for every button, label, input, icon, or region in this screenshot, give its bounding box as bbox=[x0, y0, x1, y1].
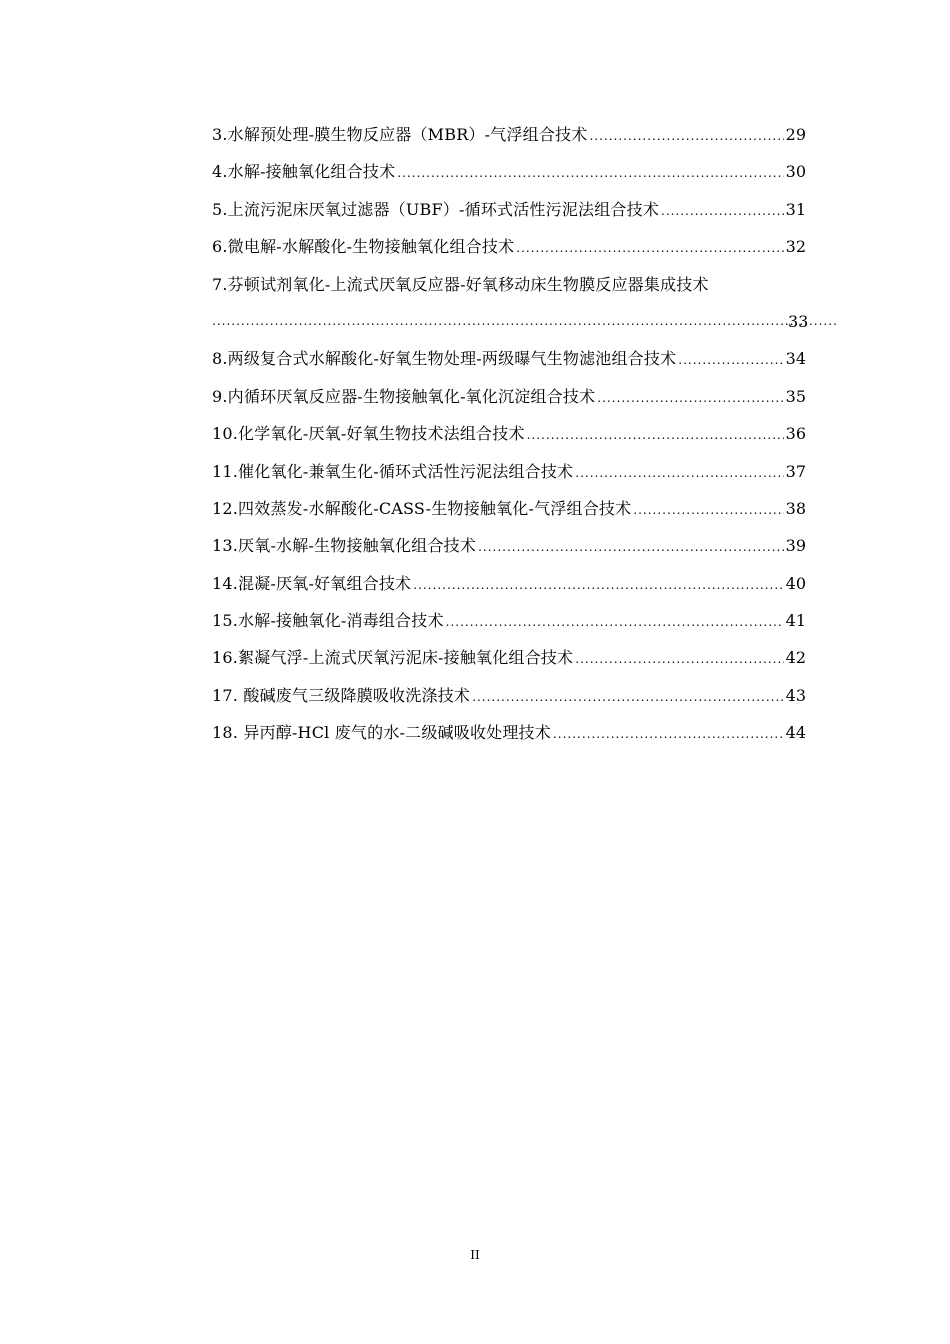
toc-entry-page: 37 bbox=[785, 461, 806, 481]
toc-entry-title: 10.化学氧化-厌氧-好氧生物技术法组合技术 bbox=[212, 424, 525, 444]
toc-entry-title: 12.四效蒸发-水解酸化-CASS-生物接触氧化-气浮组合技术 bbox=[212, 498, 632, 518]
toc-leader-dots bbox=[633, 492, 783, 529]
toc-entry[interactable] bbox=[212, 565, 806, 602]
table-of-contents bbox=[212, 116, 809, 752]
toc-entry[interactable] bbox=[212, 415, 806, 452]
toc-leader-dots bbox=[516, 230, 783, 267]
toc-entry-page: 31 bbox=[785, 199, 806, 219]
toc-entry-continuation bbox=[212, 303, 836, 340]
toc-leader-dots bbox=[472, 679, 784, 716]
toc-leader-dots bbox=[575, 641, 783, 678]
toc-leader-dots bbox=[678, 342, 783, 379]
toc-entry[interactable] bbox=[212, 602, 806, 639]
toc-entry[interactable] bbox=[212, 116, 806, 153]
toc-entry[interactable] bbox=[212, 677, 806, 714]
toc-entry-title: 16.絮凝气浮-上流式厌氧污泥床-接触氧化组合技术 bbox=[212, 648, 574, 668]
toc-leader-dots bbox=[212, 303, 836, 340]
toc-entry[interactable] bbox=[212, 228, 806, 265]
toc-leader-dots bbox=[597, 380, 783, 417]
toc-entry-title: 15.水解-接触氧化-消毒组合技术 bbox=[212, 611, 444, 631]
toc-entry[interactable] bbox=[212, 153, 806, 190]
toc-leader-dots bbox=[478, 529, 784, 566]
toc-entry[interactable] bbox=[212, 191, 806, 228]
toc-entry-page: 35 bbox=[785, 386, 806, 406]
toc-entry-page: 34 bbox=[785, 349, 806, 369]
toc-leader-dots bbox=[413, 567, 783, 604]
toc-entry[interactable] bbox=[212, 453, 806, 490]
toc-entry-title: 3.水解预处理-膜生物反应器（MBR）-气浮组合技术 bbox=[212, 125, 588, 144]
toc-entry-title: 11.催化氧化-兼氧生化-循环式活性污泥法组合技术 bbox=[212, 461, 574, 481]
toc-entry-page: 42 bbox=[785, 648, 806, 668]
toc-entry-page: 36 bbox=[785, 424, 806, 444]
toc-entry[interactable] bbox=[212, 714, 806, 751]
toc-entry-page: 43 bbox=[785, 685, 806, 705]
toc-entry-title: 18. 异丙醇-HCl 废气的水-二级碱吸收处理技术 bbox=[212, 723, 551, 743]
toc-entry-title: 13.厌氧-水解-生物接触氧化组合技术 bbox=[212, 536, 477, 556]
toc-entry[interactable] bbox=[212, 340, 806, 377]
toc-entry-title: 14.混凝-厌氧-好氧组合技术 bbox=[212, 573, 412, 593]
toc-entry-page: 41 bbox=[785, 611, 806, 631]
toc-leader-dots bbox=[575, 455, 783, 492]
toc-entry[interactable] bbox=[212, 639, 806, 676]
toc-entry[interactable] bbox=[212, 266, 809, 341]
toc-leader-dots bbox=[446, 604, 784, 641]
toc-entry-page: 32 bbox=[785, 237, 806, 257]
toc-leader-dots bbox=[589, 118, 783, 155]
toc-entry[interactable] bbox=[212, 378, 806, 415]
toc-leader-dots bbox=[661, 193, 784, 230]
toc-entry-page: 29 bbox=[785, 125, 806, 144]
toc-leader-dots bbox=[553, 716, 784, 753]
toc-entry-title: 8.两级复合式水解酸化-好氧生物处理-两级曝气生物滤池组合技术 bbox=[212, 349, 677, 369]
toc-entry-page: 38 bbox=[785, 498, 806, 518]
toc-leader-dots bbox=[397, 155, 783, 192]
toc-entry-title: 6.微电解-水解酸化-生物接触氧化组合技术 bbox=[212, 237, 515, 257]
toc-entry-page: 30 bbox=[785, 162, 806, 182]
toc-entry-title: 9.内循环厌氧反应器-生物接触氧化-氧化沉淀组合技术 bbox=[212, 386, 596, 406]
toc-entry-title: 5.上流污泥床厌氧过滤器（UBF）-循环式活性污泥法组合技术 bbox=[212, 199, 660, 219]
toc-entry-title: 17. 酸碱废气三级降膜吸收洗涤技术 bbox=[212, 685, 471, 705]
toc-leader-dots bbox=[527, 417, 784, 454]
toc-entry[interactable] bbox=[212, 490, 806, 527]
toc-entry[interactable] bbox=[212, 527, 806, 564]
toc-entry-title: 4.水解-接触氧化组合技术 bbox=[212, 162, 396, 182]
toc-entry-title: 7.芬顿试剂氧化-上流式厌氧反应器-好氧移动床生物膜反应器集成技术 bbox=[212, 274, 709, 294]
toc-entry-page: 44 bbox=[785, 723, 806, 743]
toc-entry-page: 33 bbox=[788, 311, 809, 331]
toc-entry-page: 40 bbox=[785, 573, 806, 593]
toc-entry-page: 39 bbox=[785, 536, 806, 556]
page-number: II bbox=[470, 1248, 480, 1262]
